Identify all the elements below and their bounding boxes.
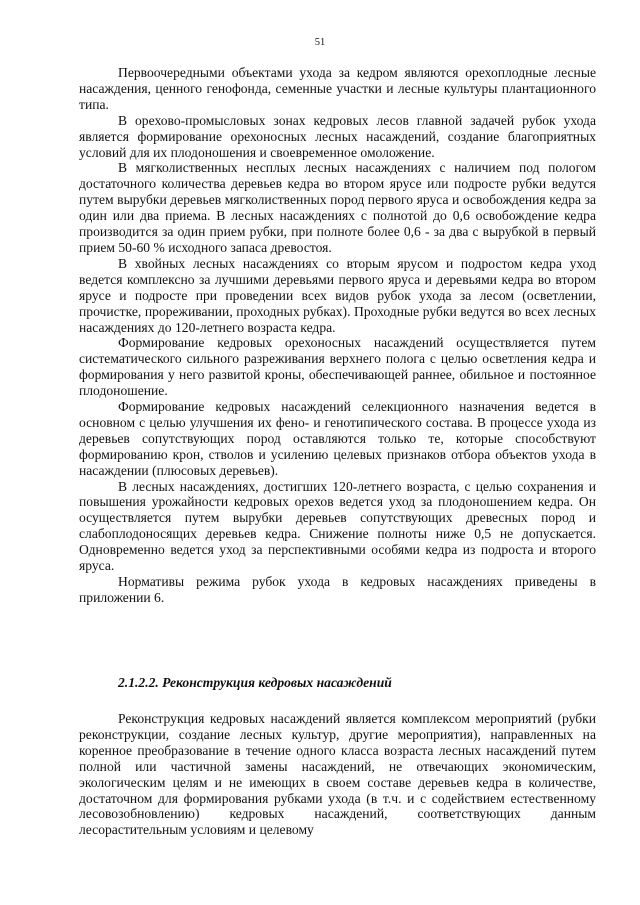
paragraph: Первоочередными объектами ухода за кедром являются орехоплодные лесные насаждения, ценного генофонда, семенные участки и лесные культуры плантационного типа. bbox=[79, 65, 596, 112]
section-heading: 2.1.2.2. Реконструкция кедровых насаждений bbox=[118, 675, 392, 690]
paragraph: В лесных насаждениях, достигших 120-летнего возраста, с целью сохранения и повышения урожайности кедровых орехов ведется уход за плодоношением кедра. Он осуществляется путем вырубки деревьев сопутствующих древесных пород и слабоплодоносящих деревьев кедра. Снижение полноты ниже 0,5 не допускается. Одновременно ведется уход за перспективными особями кедра из подроста и второго яруса. bbox=[79, 478, 596, 574]
paragraph: В орехово-промысловых зонах кедровых лесов главной задачей рубок ухода является формирование орехоносных лесных насаждений, создание благоприятных условий для их плодоношения и своевременное омоложение. bbox=[79, 112, 596, 160]
paragraph: Формирование кедровых орехоносных насаждений осуществляется путем систематического сильного разреживания верхнего полога с целью осветления кедра и формирования у него развитой кроны, обеспечивающей раннее, обильное и постоянное плодоношение. bbox=[79, 335, 596, 399]
paragraph: Реконструкция кедровых насаждений является комплексом мероприятий (рубки реконструкции, создание лесных культур, другие мероприятия), направленных на коренное преобразование в течение одного класса возраста лесных насаждений путем полной или частичной замены насаждений, не отвечающих экономическим, экологическим целям и не имеющих в своем составе деревьев кедра в количестве, достаточном для формирования рубками ухода (в т.ч. и с содействием естественному лесовозобновлению) кедровых насаждений, соответствующих данным лесорастительным условиям и целевому bbox=[79, 711, 596, 838]
paragraph: Нормативы режима рубок ухода в кедровых насаждениях приведены в приложении 6. bbox=[79, 574, 596, 605]
body-text bbox=[79, 65, 596, 606]
paragraph: Формирование кедровых насаждений селекционного назначения ведется в основном с целью улучшения их фено- и генотипического состава. В процессе ухода из деревьев сопутствующих пород оставляются только те, которые способствуют формированию крон, стволов и усилению целевых признаков отбора объектов ухода в насаждении (плюсовых деревьев). bbox=[79, 399, 596, 478]
section-body-text bbox=[79, 711, 596, 838]
paragraph: В хвойных лесных насаждениях со вторым ярусом и подростом кедра уход ведется комплексно за лучшими деревьями первого яруса и деревьями кедра во втором ярусе и подросте при проведении всех видов рубок ухода за лесом (осветлении, прочистке, прореживании, проходных рубках). Проходные рубки ведутся во всех лесных насаждениях до 120-летнего возраста кедра. bbox=[79, 255, 596, 335]
page-number: 51 bbox=[314, 37, 326, 48]
paragraph: В мягколиственных несплых лесных насаждениях с наличием под пологом достаточного количества деревьев кедра во втором ярусе или подросте рубки ведутся путем вырубки деревьев мягколиственных пород первого яруса и освобождения кедра за один или два приема. В лесных насаждениях с полнотой до 0,6 освобождение кедра производится за один прием рубки, при полноте более 0,6 - за два с вырубкой в первый прием 50-60 % исходного запаса древостоя. bbox=[79, 160, 596, 255]
